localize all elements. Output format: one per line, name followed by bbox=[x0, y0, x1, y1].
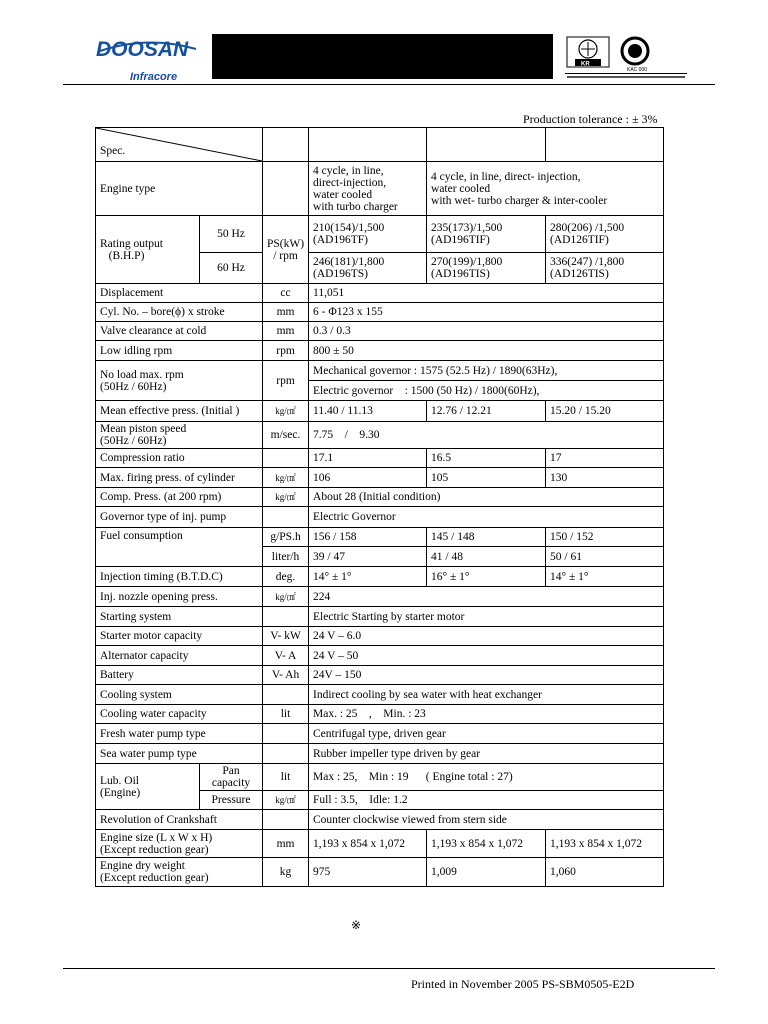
value-cell: Centrifugal type, driven gear bbox=[309, 724, 664, 744]
value-cell: 17 bbox=[546, 449, 664, 468]
value-cell: 975 bbox=[309, 858, 427, 887]
row-label: Revolution of Crankshaft bbox=[96, 810, 263, 830]
footer-print-info: Printed in November 2005 PS-SBM0505-E2D bbox=[411, 977, 635, 991]
row-label: Sea water pump type bbox=[96, 744, 263, 764]
unit-cell: kg/㎠ bbox=[263, 587, 309, 607]
value-cell: 150 / 152 bbox=[546, 528, 664, 547]
certification-marks bbox=[557, 35, 693, 81]
value-cell: 210(154)/1,500 (AD196TF) bbox=[309, 216, 427, 253]
table-row bbox=[96, 284, 664, 303]
unit-cell: kg/㎠ bbox=[263, 488, 309, 507]
value-cell: 24 V – 50 bbox=[309, 646, 664, 666]
row-label: No load max. rpm (50Hz / 60Hz) bbox=[96, 361, 263, 401]
table-row bbox=[96, 303, 664, 322]
footer-rule bbox=[63, 968, 715, 969]
unit-cell: kg/㎠ bbox=[263, 791, 309, 810]
value-cell: Rubber impeller type driven by gear bbox=[309, 744, 664, 764]
row-label: Cyl. No. – bore(ϕ) x stroke bbox=[96, 303, 263, 322]
value-cell: 1,193 x 854 x 1,072 bbox=[546, 830, 664, 858]
value-cell: 17.1 bbox=[309, 449, 427, 468]
value-cell: Electric Starting by starter motor bbox=[309, 607, 664, 627]
value-cell: 105 bbox=[427, 468, 546, 488]
value-cell: Electric Governor bbox=[309, 507, 664, 528]
table-row bbox=[96, 744, 664, 764]
value-cell: 235(173)/1,500 (AD196TIF) bbox=[427, 216, 546, 253]
row-label: Injection timing (B.T.D.C) bbox=[96, 567, 263, 587]
value-cell: 15.20 / 15.20 bbox=[546, 401, 664, 422]
row-label: Mean effective press. (Initial ) bbox=[96, 401, 263, 422]
table-row bbox=[96, 587, 664, 607]
value-cell: 16.5 bbox=[427, 449, 546, 468]
unit-cell: V- Ah bbox=[263, 666, 309, 685]
row-label: Mean piston speed (50Hz / 60Hz) bbox=[96, 422, 263, 449]
unit-cell: V- A bbox=[263, 646, 309, 666]
row-label: Compression ratio bbox=[96, 449, 263, 468]
value-cell: 0.3 / 0.3 bbox=[309, 322, 664, 341]
value-cell: Max. : 25 , Min. : 23 bbox=[309, 705, 664, 724]
table-row bbox=[96, 468, 664, 488]
row-label: Low idling rpm bbox=[96, 341, 263, 361]
table-row bbox=[96, 666, 664, 685]
value-cell: 1,193 x 854 x 1,072 bbox=[427, 830, 546, 858]
value-cell: Full : 3.5, Idle: 1.2 bbox=[309, 791, 664, 810]
value-cell: 246(181)/1,800 (AD196TS) bbox=[309, 253, 427, 284]
value-cell: 7.75 / 9.30 bbox=[309, 422, 664, 449]
row-label: Governor type of inj. pump bbox=[96, 507, 263, 528]
row-label: Engine type bbox=[96, 162, 263, 216]
hz-label: 60 Hz bbox=[200, 253, 263, 284]
value-cell: 50 / 61 bbox=[546, 547, 664, 567]
table-row bbox=[96, 858, 664, 887]
unit-cell: deg. bbox=[263, 567, 309, 587]
table-row bbox=[96, 764, 664, 791]
unit-cell: kg/㎠ bbox=[263, 401, 309, 422]
unit-cell: rpm bbox=[263, 341, 309, 361]
unit-cell: liter/h bbox=[263, 547, 309, 567]
value-cell: Max : 25, Min : 19 ( Engine total : 27) bbox=[309, 764, 664, 791]
value-cell: 39 / 47 bbox=[309, 547, 427, 567]
table-row bbox=[96, 567, 664, 587]
value-cell: 336(247) /1,800 (AD126TIS) bbox=[546, 253, 664, 284]
row-label: Max. firing press. of cylinder bbox=[96, 468, 263, 488]
engine-spec-table bbox=[95, 127, 664, 887]
table-row bbox=[96, 162, 664, 216]
unit-cell: V- kW bbox=[263, 627, 309, 646]
unit-cell: g/PS.h bbox=[263, 528, 309, 547]
value-cell: 11,051 bbox=[309, 284, 664, 303]
row-label: Starter motor capacity bbox=[96, 627, 263, 646]
row-label: Cooling system bbox=[96, 685, 263, 705]
unit-cell: mm bbox=[263, 322, 309, 341]
unit-cell: cc bbox=[263, 284, 309, 303]
table-row bbox=[96, 128, 664, 162]
value-cell: 14° ± 1° bbox=[309, 567, 427, 587]
row-label: Battery bbox=[96, 666, 263, 685]
production-tolerance: Production tolerance : ± 3% bbox=[523, 112, 658, 126]
table-row bbox=[96, 627, 664, 646]
table-row bbox=[96, 422, 664, 449]
page-header bbox=[0, 0, 768, 90]
table-row bbox=[96, 361, 664, 381]
engine-type-col1: 4 cycle, in line, direct-injection, water cooled with turbo charger bbox=[309, 162, 427, 216]
table-row bbox=[96, 488, 664, 507]
value-cell: 270(199)/1,800 (AD196TIS) bbox=[427, 253, 546, 284]
table-row bbox=[96, 705, 664, 724]
table-row bbox=[96, 322, 664, 341]
value-cell: 11.40 / 11.13 bbox=[309, 401, 427, 422]
header-rule bbox=[63, 84, 715, 85]
value-cell: 12.76 / 12.21 bbox=[427, 401, 546, 422]
value-cell: 106 bbox=[309, 468, 427, 488]
table-row bbox=[96, 810, 664, 830]
table-row bbox=[96, 685, 664, 705]
sub-label: Pan capacity bbox=[200, 764, 263, 791]
row-label: Inj. nozzle opening press. bbox=[96, 587, 263, 607]
value-cell: Indirect cooling by sea water with heat exchanger bbox=[309, 685, 664, 705]
value-cell: 14° ± 1° bbox=[546, 567, 664, 587]
value-cell: 280(206) /1,500 (AD126TIF) bbox=[546, 216, 664, 253]
table-row bbox=[96, 607, 664, 627]
engine-type-col2: 4 cycle, in line, direct- injection, water cooled with wet- turbo charger & inter-cooler bbox=[427, 162, 664, 216]
value-cell: 16° ± 1° bbox=[427, 567, 546, 587]
table-row bbox=[96, 724, 664, 744]
row-label: Alternator capacity bbox=[96, 646, 263, 666]
doosan-logo bbox=[96, 36, 206, 86]
value-cell: 24 V – 6.0 bbox=[309, 627, 664, 646]
value-cell: 145 / 148 bbox=[427, 528, 546, 547]
unit-cell: kg/㎠ bbox=[263, 468, 309, 488]
table-row bbox=[96, 401, 664, 422]
unit-cell: mm bbox=[263, 830, 309, 858]
value-cell: 224 bbox=[309, 587, 664, 607]
row-label: Rating output (B.H.P) bbox=[96, 216, 200, 284]
row-label: Lub. Oil (Engine) bbox=[96, 764, 200, 810]
table-row bbox=[96, 341, 664, 361]
value-cell: 6 - Φ123 x 155 bbox=[309, 303, 664, 322]
unit-cell: kg bbox=[263, 858, 309, 887]
note-mark: ※ bbox=[351, 918, 362, 932]
value-cell: 24V – 150 bbox=[309, 666, 664, 685]
table-row bbox=[96, 216, 664, 253]
row-label: Displacement bbox=[96, 284, 263, 303]
value-cell: Mechanical governor : 1575 (52.5 Hz) / 1890(63Hz), bbox=[309, 361, 664, 381]
row-label: Engine size (L x W x H) (Except reduction gear) bbox=[96, 830, 263, 858]
unit-cell: rpm bbox=[263, 361, 309, 401]
table-row bbox=[96, 646, 664, 666]
value-cell: About 28 (Initial condition) bbox=[309, 488, 664, 507]
unit-cell: m/sec. bbox=[263, 422, 309, 449]
unit-cell: lit bbox=[263, 705, 309, 724]
table-row bbox=[96, 528, 664, 547]
row-label: Valve clearance at cold bbox=[96, 322, 263, 341]
value-cell: 800 ± 50 bbox=[309, 341, 664, 361]
svg-text:KR: KR bbox=[581, 61, 590, 68]
logo-word: DOOSAN bbox=[96, 38, 189, 61]
row-label: Comp. Press. (at 200 rpm) bbox=[96, 488, 263, 507]
row-label: Fresh water pump type bbox=[96, 724, 263, 744]
iso-cert-icon bbox=[622, 38, 648, 64]
row-label: Engine dry weight (Except reduction gear) bbox=[96, 858, 263, 887]
row-label: Starting system bbox=[96, 607, 263, 627]
svg-text:KAC 000: KAC 000 bbox=[627, 67, 648, 73]
table-row bbox=[96, 507, 664, 528]
value-cell: 1,060 bbox=[546, 858, 664, 887]
unit-cell: lit bbox=[263, 764, 309, 791]
row-label: Fuel consumption bbox=[96, 528, 263, 567]
value-cell: Electric governor : 1500 (50 Hz) / 1800(60Hz), bbox=[309, 381, 664, 401]
header-black-bar bbox=[212, 34, 553, 79]
unit-cell: mm bbox=[263, 303, 309, 322]
value-cell: Counter clockwise viewed from stern side bbox=[309, 810, 664, 830]
value-cell: 1,009 bbox=[427, 858, 546, 887]
row-label: Cooling water capacity bbox=[96, 705, 263, 724]
table-row bbox=[96, 830, 664, 858]
table-row bbox=[96, 449, 664, 468]
hz-label: 50 Hz bbox=[200, 216, 263, 253]
logo-subtitle: Infracore bbox=[130, 71, 178, 83]
spec-header-cell: Spec. bbox=[96, 128, 263, 162]
value-cell: 1,193 x 854 x 1,072 bbox=[309, 830, 427, 858]
value-cell: 41 / 48 bbox=[427, 547, 546, 567]
value-cell: 156 / 158 bbox=[309, 528, 427, 547]
unit-cell: PS(kW) / rpm bbox=[263, 216, 309, 284]
value-cell: 130 bbox=[546, 468, 664, 488]
sub-label: Pressure bbox=[200, 791, 263, 810]
